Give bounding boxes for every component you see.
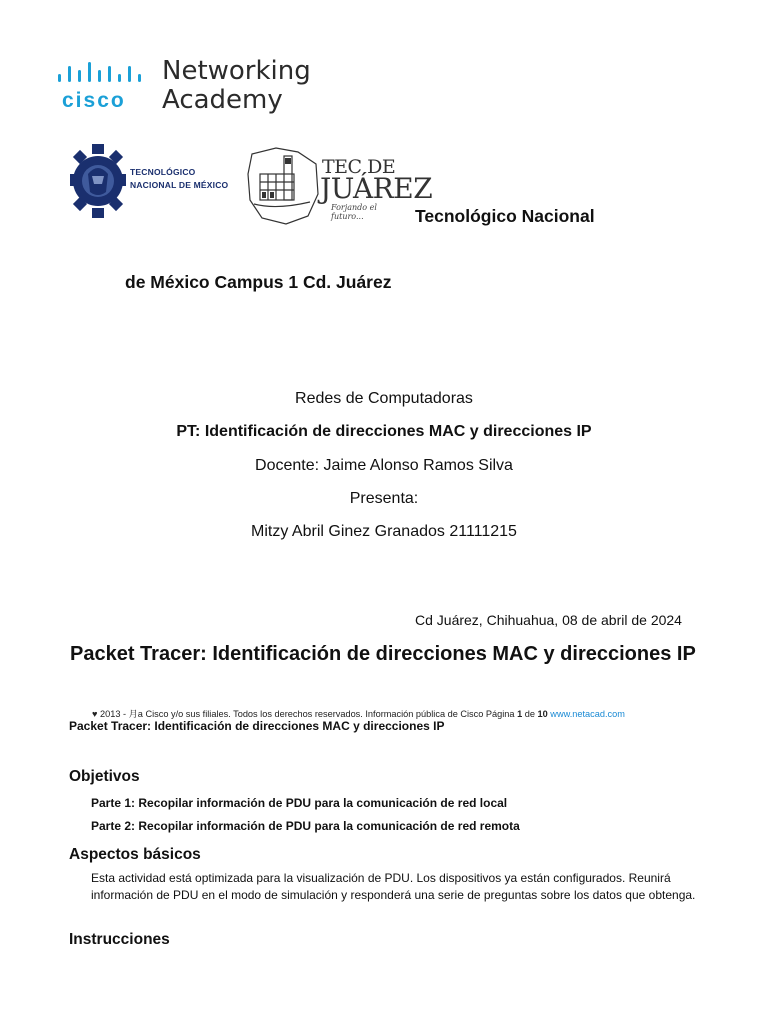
objetivo-parte-1: Parte 1: Recopilar información de PDU para la comunicación de red local: [91, 796, 508, 810]
objetivo-parte-2: Parte 2: Recopilar información de PDU para la comunicación de red remota: [91, 819, 520, 833]
footer-page-total: 10: [537, 709, 548, 719]
institution-line2: de México Campus 1 Cd. Juárez: [125, 272, 392, 292]
course-name: Redes de Computadoras: [295, 390, 473, 407]
teacher-name: Docente: Jaime Alonso Ramos Silva: [255, 457, 513, 474]
aspectos-basicos-heading: Aspectos básicos: [69, 846, 201, 863]
place-date: Cd Juárez, Chihuahua, 08 de abril de 2024: [415, 612, 682, 628]
instrucciones-heading: Instrucciones: [69, 931, 170, 948]
tecnm-line2: NACIONAL DE MÉXICO: [130, 180, 229, 190]
aspectos-basicos-body: Esta actividad está optimizada para la visualización de PDU. Los dispositivos ya están configurados. Reunirá información de PDU en el modo de simulación y responderá una serie de preguntas sobre los datos que obtenga.: [91, 871, 696, 902]
student-name: Mitzy Abril Ginez Granados 21111215: [251, 523, 517, 540]
assignment-title: PT: Identificación de direcciones MAC y direcciones IP: [176, 423, 592, 440]
running-header: Packet Tracer: Identificación de direcciones MAC y direcciones IP: [69, 719, 445, 733]
tec-juarez-line1: TEC DE: [322, 156, 396, 178]
institution-line1: Tecnológico Nacional: [415, 206, 595, 226]
tecnm-logo: [70, 144, 240, 218]
tecnm-line1: TECNOLÓGICO: [130, 167, 196, 177]
objetivos-heading: Objetivos: [69, 768, 140, 785]
tecnm-gear-emblem-icon: [70, 144, 128, 218]
cisco-bars-icon: [56, 62, 151, 86]
cisco-networking-academy-logo: [56, 56, 311, 120]
tec-juarez-building-emblem-icon: [246, 144, 322, 226]
document-title: Packet Tracer: Identificación de direcciones MAC y direcciones IP: [70, 643, 696, 665]
netacad-link[interactable]: www.netacad.com: [547, 709, 625, 719]
footer-page-number: 1: [517, 709, 523, 719]
page-footer-note: ♥ 2013 - 月a Cisco y/o sus filiales. Todos los derechos reservados. Información pública de Cisco Página 1 de 10 www.netacad.com: [92, 709, 625, 719]
tec-juarez-line2: JUÁREZ: [320, 172, 433, 205]
tec-juarez-logo: [246, 144, 433, 226]
networking-wordmark: Networking: [162, 56, 311, 86]
academy-wordmark: Academy: [162, 85, 283, 115]
tec-juarez-tagline: Forjando el futuro...: [331, 203, 377, 221]
cisco-wordmark: cisco: [62, 89, 126, 112]
presented-by-label: Presenta:: [349, 490, 419, 507]
